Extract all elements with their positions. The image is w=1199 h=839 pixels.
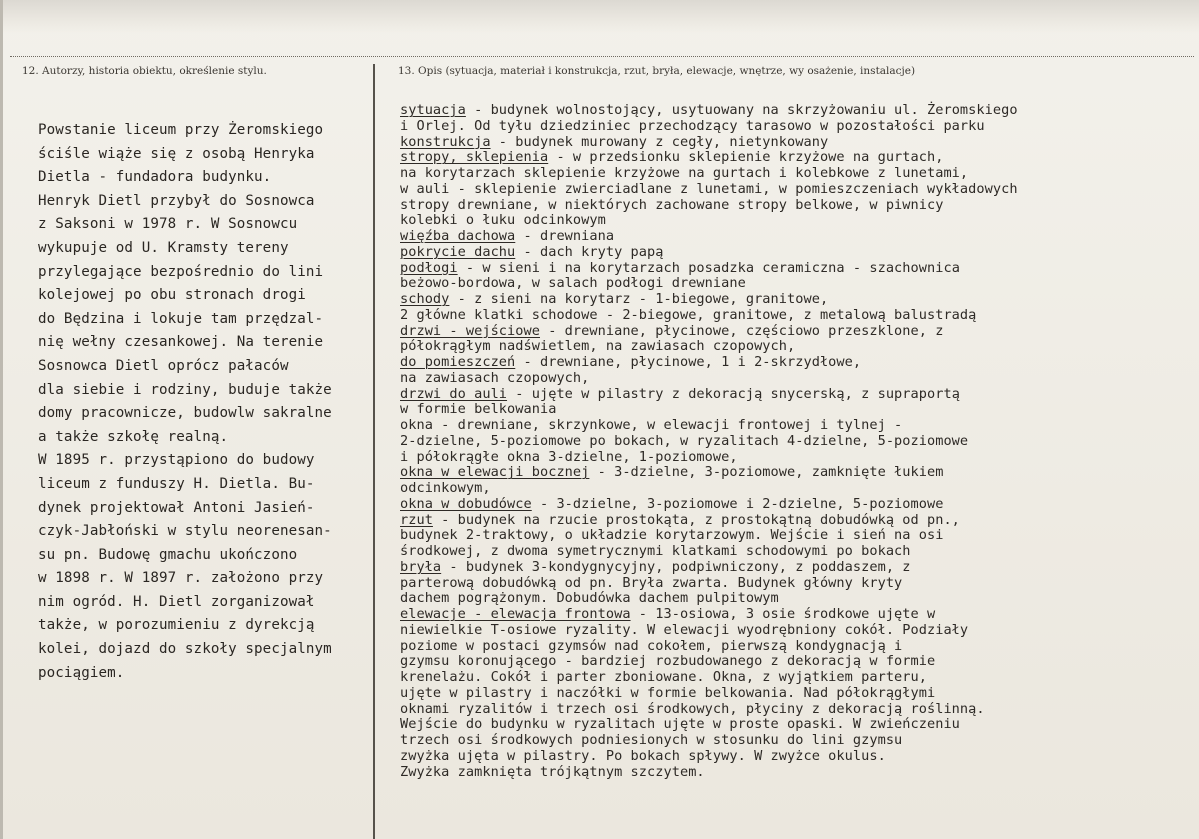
description-text-line [400,355,1190,371]
line-text: - budynek wolnostojący, usytuowany na skrzyżowaniu ul. Żeromskiego [465,102,1018,118]
line-text: na korytarzach sklepienie krzyżowe na gurtach i kolebkowe z lunetami, [400,165,969,181]
description-text-line [400,733,1190,749]
description-text-line [400,229,1190,245]
description-text-line [400,639,1190,655]
history-text-line: W 1895 r. przystąpiono do budowy [38,452,315,469]
underlined-heading: bryła [400,558,442,575]
description-text-line [400,654,1190,670]
description-text-line [400,245,1190,261]
top-shadow [0,0,1199,34]
history-text-line: ściśle wiąże się z osobą Henryka [38,145,315,162]
description-text-line [400,402,1190,418]
history-text-line: Sosnowca Dietl oprócz pałaców [38,357,289,374]
description-text-line [400,261,1190,277]
header-divider [10,56,1194,58]
history-text-line: także, w porozumieniu z dyrekcją [38,617,315,634]
line-text: budynek 2-traktowy, o układzie korytarzowym. Wejście i sień na osi [400,527,944,544]
section-13-header: 13. Opis (sytuacja, materiał i konstrukcja, rzut, bryła, elewacje, wnętrze, wy osażenie, instalacje) [398,65,916,77]
description-text-line [400,339,1190,355]
line-text: kolebki o łuku odcinkowym [400,212,606,229]
underlined-heading: sytuacja [400,102,466,118]
line-text: oknami ryzalitów i trzech osi środkowych, płyciny z dekoracją roślinną. [400,700,985,717]
history-text-line: kolejowej po obu stronach drogi [38,287,306,304]
description-text-line [400,198,1190,214]
description-text-line [400,292,1190,308]
description-text-line [400,182,1190,198]
line-text: odcinkowym, [400,480,491,496]
line-text: - 13-osiowa, 3 osie środkowe ujęte w [630,606,936,622]
underlined-heading: więźba dachowa [400,228,516,244]
line-text: - drewniane, płycinowe, częściowo przeszklone, z [539,322,944,339]
history-text-line: nim ogród. H. Dietl zorganizował [38,593,315,610]
history-text-line: kolei, dojazd do szkoły specjalnym [38,641,332,658]
underlined-heading: pokrycie dachu [400,243,516,260]
history-text-line: liceum z funduszy H. Dietla. Bu- [38,475,315,492]
history-text-line: z Saksoni w 1978 r. W Sosnowcu [38,216,298,233]
history-text-line: przylegające bezpośrednio do lini [38,263,324,280]
line-text: - 3-dzielne, 3-poziomowe, zamknięte łukiem [589,464,944,481]
line-text: Wejście do budynku w ryzalitach ujęte w proste opaski. W zwieńczeniu [400,716,960,733]
line-text: niewielkie T-osiowe ryzality. W elewacji wyodrębniony cokół. Podziały [400,621,969,638]
description-text-line [400,135,1190,151]
line-text: - budynek na rzucie prostokąta, z prostokątną dobudówką od pn., [432,511,960,528]
line-text: trzech osi środkowych podniesionych w stosunku do lini gzymsu [400,732,903,748]
line-text: ujęte w pilastry i naczółki w formie belkowania. Nad półokrągłymi [400,684,936,701]
description-text-line [400,544,1190,560]
underlined-heading: do pomieszczeń [400,354,516,370]
line-text: - ujęte w pilastry z dekoracją snycerską, z supraportą [507,385,960,402]
underlined-heading: konstrukcja [400,133,491,150]
line-text: gzymsu koronującego - bardziej rozbudowanego z dekoracją w formie [400,653,936,670]
line-text: w auli - sklepienie zwierciadlane z lunetami, w pomieszczeniach wykładowych [400,180,1018,197]
line-text: na zawiasach czopowych, [400,369,590,386]
line-text: - budynek 3-kondygnycyjny, podpiwniczony, z poddaszem, z [441,558,911,575]
history-text-line: a także szkołę realną. [38,428,229,445]
line-text: 2 główne klatki schodowe - 2-biegowe, granitowe, z metalową balustradą [400,306,977,323]
description-text-line [400,166,1190,182]
line-text: krenelażu. Cokół i parter zboniowane. Okna, z wyjątkiem parteru, [400,669,927,685]
line-text: - 3-dzielne, 3-poziomowe i 2-dzielne, 5-poziomowe [531,495,944,512]
description-text-column [400,103,1190,780]
description-text-line [400,150,1190,166]
line-text: dachem pogrążonym. Dobudówka dachem pulpitowym [400,590,779,607]
line-text: - dach kryty papą [515,243,664,260]
underlined-heading: schody [400,291,450,307]
description-text-line [400,103,1190,119]
line-text: beżowo-bordowa, w salach podłogi drewniane [400,275,746,292]
description-text-line [400,324,1190,340]
history-text-column [38,119,378,685]
description-text-line [400,418,1190,434]
history-text-line: Dietla - fundadora budynku. [38,169,272,186]
section-12-header: 12. Autorzy, historia obiektu, określenie stylu. [22,65,267,77]
line-text: - z sieni na korytarz - 1-biegowe, granitowe, [449,291,829,307]
history-text-line: pociągiem. [38,664,125,681]
description-text-line [400,591,1190,607]
description-text-line [400,387,1190,403]
description-text-line [400,434,1190,450]
history-text-line: do Będzina i lokuje tam przędzal- [38,310,324,327]
history-text-line: czyk-Jabłoński w stylu neorenesan- [38,523,332,540]
description-text-line [400,497,1190,513]
history-text-line: dynek projektował Antoni Jasień- [38,499,315,516]
description-text-line [400,528,1190,544]
line-text: i Orlej. Od tyłu dziedziniec przechodzący tarasowo w pozostałości parku [400,117,985,134]
line-text: półokrągłym nadświetlem, na zawiasach czopowych, [400,338,796,355]
line-text: parterową dobudówką od pn. Bryła zwarta. Budynek główny kryty [400,574,903,591]
line-text: - w sieni i na korytarzach posadzka ceramiczna - szachownica [457,259,960,276]
underlined-heading: stropy, sklepienia [400,149,549,166]
description-text-line [400,513,1190,529]
underlined-heading: podłogi [400,259,458,276]
description-text-line [400,576,1190,592]
line-text: środkowej, z dwoma symetrycznymi klatkami schodowymi po bokach [400,543,911,559]
description-text-line [400,717,1190,733]
line-text: - budynek murowany z cegły, nietynkowany [490,133,829,150]
line-text: Zwyżka zamknięta trójkątnym szczytem. [400,763,705,780]
description-text-line [400,607,1190,623]
description-text-line [400,702,1190,718]
description-text-line [400,276,1190,292]
underlined-heading: elewacje - elewacja frontowa [400,606,631,622]
underlined-heading: drzwi - wejściowe [400,322,540,339]
history-text-line: wykupuje od U. Kramsty tereny [38,239,289,256]
description-text-line [400,481,1190,497]
history-text-line: nię wełny czesankowej. Na terenie [38,334,324,351]
history-text-line: dla siebie i rodziny, buduje także [38,381,332,398]
line-text: 2-dzielne, 5-poziomowe po bokach, w ryzalitach 4-dzielne, 5-poziomowe [400,432,969,449]
line-text: poziome w postaci gzymsów nad cokołem, pierwszą kondygnacją i [400,637,903,654]
history-text-line: su pn. Budowę gmachu ukończono [38,546,298,563]
description-text-line [400,371,1190,387]
history-text-line: Powstanie liceum przy Żeromskiego [38,122,324,138]
line-text: w formie belkowania [400,401,557,418]
history-text-line: w 1898 r. W 1897 r. założono przy [38,570,324,587]
page-edge [0,0,3,839]
description-text-line [400,560,1190,576]
line-text: - drewniana [515,228,615,244]
history-text-line: Henryk Dietl przybył do Sosnowca [38,192,315,209]
description-text-line [400,308,1190,324]
line-text: - w przedsionku sklepienie krzyżowe na gurtach, [548,149,944,166]
description-text-line [400,749,1190,765]
description-text-line [400,765,1190,781]
description-text-line [400,213,1190,229]
description-text-line [400,465,1190,481]
underlined-heading: okna w dobudówce [400,495,532,512]
underlined-heading: drzwi do auli [400,385,508,402]
description-text-line [400,119,1190,135]
line-text: zwyżka ujęta w pilastry. Po bokach spływy. W zwyżce okulus. [400,747,886,764]
line-text: - drewniane, płycinowe, 1 i 2-skrzydłowe, [515,354,862,370]
description-text-line [400,623,1190,639]
underlined-heading: okna w elewacji bocznej [400,464,590,481]
line-text: okna - drewniane, skrzynkowe, w elewacji frontowej i tylnej - [400,417,903,433]
line-text: stropy drewniane, w niektórych zachowane stropy belkowe, w piwnicy [400,196,944,213]
history-text-line: domy pracownicze, budowlw sakralne [38,405,332,422]
line-text: i półokrągłe okna 3-dzielne, 1-poziomowe, [400,448,738,465]
description-text-line [400,686,1190,702]
description-text-line [400,670,1190,686]
underlined-heading: rzut [400,511,433,528]
description-text-line [400,450,1190,466]
